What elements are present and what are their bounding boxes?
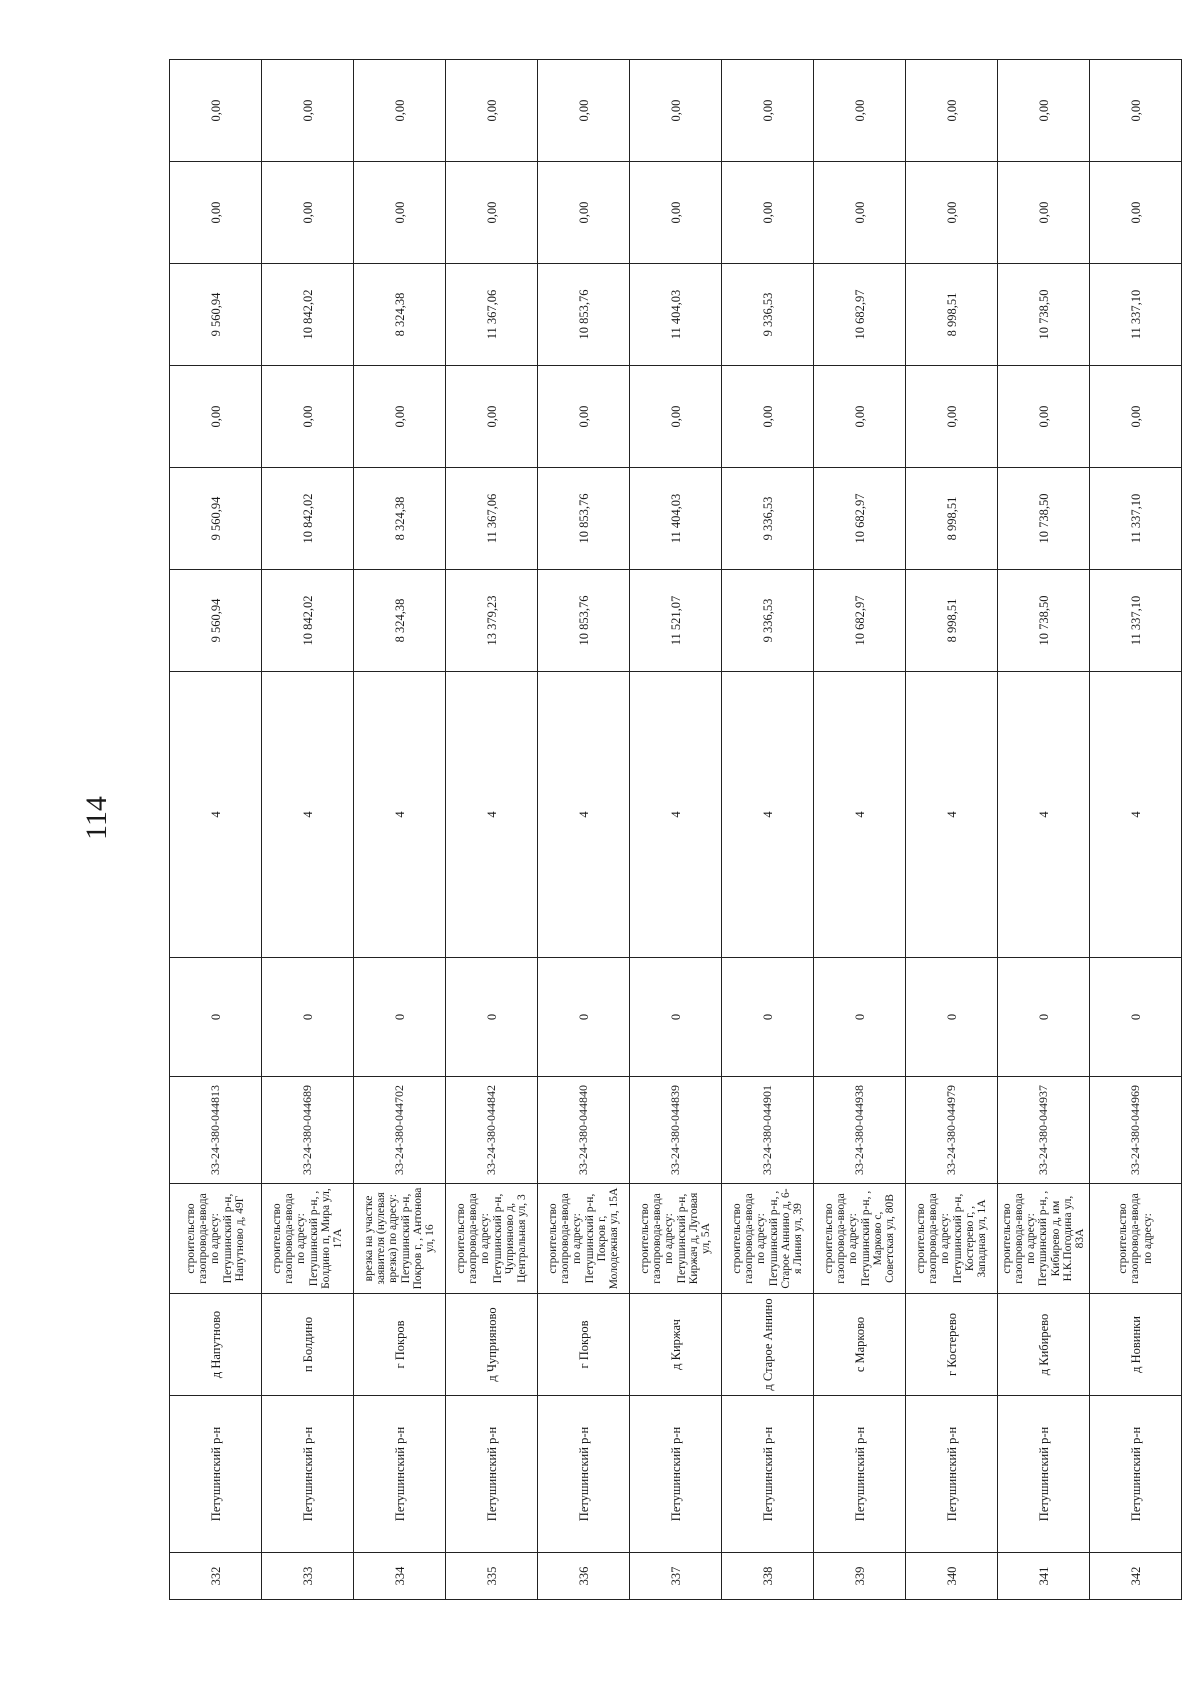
cadastral-number-cell: 33-24-380-044901 xyxy=(722,1077,814,1184)
row-number: 336 xyxy=(538,1553,630,1600)
amount-2-cell: 8 998,51 xyxy=(906,468,998,570)
zero-value-cell: 0 xyxy=(446,958,538,1077)
amount-1-cell: 10 842,02 xyxy=(262,570,354,672)
amount-6-cell: 0,00 xyxy=(630,60,722,162)
amount-6-cell: 0,00 xyxy=(446,60,538,162)
row-number: 332 xyxy=(170,1553,262,1600)
locality-cell: д Напутново xyxy=(170,1294,262,1396)
amount-3-cell: 0,00 xyxy=(814,366,906,468)
count-cell: 4 xyxy=(354,672,446,958)
count-cell: 4 xyxy=(998,672,1090,958)
table-row xyxy=(446,60,538,1600)
description-cell: врезка на участке заявителя (нулевая врезка) по адресу: Петушинский р-н, Покров г, , Антонова ул, 16 xyxy=(354,1184,446,1294)
zero-value-cell: 0 xyxy=(1090,958,1182,1077)
district-cell: Петушинский р-н xyxy=(630,1396,722,1553)
cadastral-number-cell: 33-24-380-044979 xyxy=(906,1077,998,1184)
description-cell: строительство газопровода-ввода по адресу: Петушинский р-н, , Марково с, Советская ул, 80В xyxy=(814,1184,906,1294)
row-number: 333 xyxy=(262,1553,354,1600)
amount-1-cell: 10 853,76 xyxy=(538,570,630,672)
table-row xyxy=(906,60,998,1600)
table-row xyxy=(354,60,446,1600)
amount-1-cell: 9 336,53 xyxy=(722,570,814,672)
table-row xyxy=(262,60,354,1600)
amount-4-cell: 10 842,02 xyxy=(262,264,354,366)
district-cell: Петушинский р-н xyxy=(262,1396,354,1553)
page-number: 114 xyxy=(80,796,113,840)
district-cell: Петушинский р-н xyxy=(1090,1396,1182,1553)
amount-6-cell: 0,00 xyxy=(170,60,262,162)
amount-2-cell: 10 738,50 xyxy=(998,468,1090,570)
description-cell: строительство газопровода-ввода по адресу: Петушинский р-н, , Старое Аннино д, 6-я Линия ул, 39 xyxy=(722,1184,814,1294)
locality-cell: д Киржач xyxy=(630,1294,722,1396)
count-cell: 4 xyxy=(1090,672,1182,958)
amount-2-cell: 8 324,38 xyxy=(354,468,446,570)
cadastral-number-cell: 33-24-380-044969 xyxy=(1090,1077,1182,1184)
table-body xyxy=(170,60,1182,1600)
cadastral-number-cell: 33-24-380-044702 xyxy=(354,1077,446,1184)
district-cell: Петушинский р-н xyxy=(538,1396,630,1553)
locality-cell: д Чуприяново xyxy=(446,1294,538,1396)
district-cell: Петушинский р-н xyxy=(354,1396,446,1553)
count-cell: 4 xyxy=(446,672,538,958)
description-cell: строительство газопровода-ввода по адресу: Петушинский р-н, , Болдино п, Мира ул, 17А xyxy=(262,1184,354,1294)
amount-5-cell: 0,00 xyxy=(446,162,538,264)
amount-5-cell: 0,00 xyxy=(722,162,814,264)
description-cell: строительство газопровода-ввода по адресу: Петушинский р-н, Напутново д, 49Г xyxy=(170,1184,262,1294)
zero-value-cell: 0 xyxy=(998,958,1090,1077)
amount-4-cell: 11 337,10 xyxy=(1090,264,1182,366)
amount-5-cell: 0,00 xyxy=(630,162,722,264)
row-number: 337 xyxy=(630,1553,722,1600)
row-number: 339 xyxy=(814,1553,906,1600)
amount-2-cell: 10 682,97 xyxy=(814,468,906,570)
amount-4-cell: 8 998,51 xyxy=(906,264,998,366)
district-cell: Петушинский р-н xyxy=(998,1396,1090,1553)
locality-cell: с Марково xyxy=(814,1294,906,1396)
table-row xyxy=(630,60,722,1600)
amount-5-cell: 0,00 xyxy=(354,162,446,264)
cadastral-number-cell: 33-24-380-044937 xyxy=(998,1077,1090,1184)
amount-5-cell: 0,00 xyxy=(262,162,354,264)
amount-3-cell: 0,00 xyxy=(538,366,630,468)
amount-6-cell: 0,00 xyxy=(998,60,1090,162)
amount-5-cell: 0,00 xyxy=(814,162,906,264)
rotated-table-container xyxy=(169,85,1181,1600)
amount-6-cell: 0,00 xyxy=(722,60,814,162)
district-cell: Петушинский р-н xyxy=(170,1396,262,1553)
cadastral-number-cell: 33-24-380-044689 xyxy=(262,1077,354,1184)
locality-cell: г Покров xyxy=(538,1294,630,1396)
amount-2-cell: 9 560,94 xyxy=(170,468,262,570)
amount-5-cell: 0,00 xyxy=(1090,162,1182,264)
zero-value-cell: 0 xyxy=(354,958,446,1077)
cadastral-number-cell: 33-24-380-044839 xyxy=(630,1077,722,1184)
zero-value-cell: 0 xyxy=(814,958,906,1077)
amount-6-cell: 0,00 xyxy=(354,60,446,162)
amount-4-cell: 11 367,06 xyxy=(446,264,538,366)
amount-5-cell: 0,00 xyxy=(170,162,262,264)
cadastral-number-cell: 33-24-380-044840 xyxy=(538,1077,630,1184)
amount-3-cell: 0,00 xyxy=(354,366,446,468)
locality-cell: п Болдино xyxy=(262,1294,354,1396)
amount-2-cell: 10 853,76 xyxy=(538,468,630,570)
amount-5-cell: 0,00 xyxy=(538,162,630,264)
amount-2-cell: 10 842,02 xyxy=(262,468,354,570)
amount-1-cell: 9 560,94 xyxy=(170,570,262,672)
description-cell: строительство газопровода-ввода по адресу: Петушинский р-н, Покров г, Молодежная ул, 15А xyxy=(538,1184,630,1294)
amount-2-cell: 11 337,10 xyxy=(1090,468,1182,570)
cadastral-number-cell: 33-24-380-044842 xyxy=(446,1077,538,1184)
zero-value-cell: 0 xyxy=(722,958,814,1077)
locality-cell: д Кибирево xyxy=(998,1294,1090,1396)
table-row xyxy=(998,60,1090,1600)
amount-3-cell: 0,00 xyxy=(906,366,998,468)
amount-6-cell: 0,00 xyxy=(1090,60,1182,162)
amount-4-cell: 10 682,97 xyxy=(814,264,906,366)
amount-4-cell: 9 336,53 xyxy=(722,264,814,366)
count-cell: 4 xyxy=(906,672,998,958)
row-number: 334 xyxy=(354,1553,446,1600)
amount-1-cell: 8 324,38 xyxy=(354,570,446,672)
zero-value-cell: 0 xyxy=(170,958,262,1077)
amount-6-cell: 0,00 xyxy=(262,60,354,162)
amount-2-cell: 9 336,53 xyxy=(722,468,814,570)
count-cell: 4 xyxy=(722,672,814,958)
amount-4-cell: 10 853,76 xyxy=(538,264,630,366)
row-number: 341 xyxy=(998,1553,1090,1600)
description-cell: строительство газопровода-ввода по адресу: Петушинский р-н, Чуприяново д, Центральная ул, 3 xyxy=(446,1184,538,1294)
table-row xyxy=(814,60,906,1600)
amount-5-cell: 0,00 xyxy=(998,162,1090,264)
amount-2-cell: 11 404,03 xyxy=(630,468,722,570)
cadastral-number-cell: 33-24-380-044813 xyxy=(170,1077,262,1184)
district-cell: Петушинский р-н xyxy=(906,1396,998,1553)
description-cell: строительство газопровода-ввода по адресу: Петушинский р-н, , Кибирево д, им Н.К.Погодина ул, 83А xyxy=(998,1184,1090,1294)
amount-3-cell: 0,00 xyxy=(446,366,538,468)
zero-value-cell: 0 xyxy=(262,958,354,1077)
locality-cell: г Покров xyxy=(354,1294,446,1396)
zero-value-cell: 0 xyxy=(630,958,722,1077)
amount-4-cell: 10 738,50 xyxy=(998,264,1090,366)
count-cell: 4 xyxy=(170,672,262,958)
locality-cell: д Старое Аннино xyxy=(722,1294,814,1396)
amount-6-cell: 0,00 xyxy=(906,60,998,162)
amount-6-cell: 0,00 xyxy=(814,60,906,162)
amount-1-cell: 10 738,50 xyxy=(998,570,1090,672)
amount-4-cell: 8 324,38 xyxy=(354,264,446,366)
amount-5-cell: 0,00 xyxy=(906,162,998,264)
amount-1-cell: 8 998,51 xyxy=(906,570,998,672)
amount-3-cell: 0,00 xyxy=(262,366,354,468)
table-row xyxy=(722,60,814,1600)
district-cell: Петушинский р-н xyxy=(814,1396,906,1553)
count-cell: 4 xyxy=(262,672,354,958)
amount-1-cell: 11 521,07 xyxy=(630,570,722,672)
district-cell: Петушинский р-н xyxy=(722,1396,814,1553)
amount-1-cell: 11 337,10 xyxy=(1090,570,1182,672)
amount-1-cell: 13 379,23 xyxy=(446,570,538,672)
amount-3-cell: 0,00 xyxy=(722,366,814,468)
locality-cell: д Новинки xyxy=(1090,1294,1182,1396)
count-cell: 4 xyxy=(814,672,906,958)
amount-3-cell: 0,00 xyxy=(170,366,262,468)
amount-4-cell: 11 404,03 xyxy=(630,264,722,366)
table-row xyxy=(538,60,630,1600)
row-number: 340 xyxy=(906,1553,998,1600)
district-cell: Петушинский р-н xyxy=(446,1396,538,1553)
locality-cell: г Костерево xyxy=(906,1294,998,1396)
zero-value-cell: 0 xyxy=(906,958,998,1077)
zero-value-cell: 0 xyxy=(538,958,630,1077)
amount-4-cell: 9 560,94 xyxy=(170,264,262,366)
amount-2-cell: 11 367,06 xyxy=(446,468,538,570)
amount-6-cell: 0,00 xyxy=(538,60,630,162)
row-number: 335 xyxy=(446,1553,538,1600)
row-number: 342 xyxy=(1090,1553,1182,1600)
description-cell: строительство газопровода-ввода по адресу: Петушинский р-н, Костерево г, , Западная ул, 1А xyxy=(906,1184,998,1294)
cadastral-number-cell: 33-24-380-044938 xyxy=(814,1077,906,1184)
row-number: 338 xyxy=(722,1553,814,1600)
count-cell: 4 xyxy=(538,672,630,958)
amount-1-cell: 10 682,97 xyxy=(814,570,906,672)
description-cell: строительство газопровода-ввода по адресу: Петушинский р-н, Киржач д, Луговая ул, 5А xyxy=(630,1184,722,1294)
count-cell: 4 xyxy=(630,672,722,958)
amount-3-cell: 0,00 xyxy=(998,366,1090,468)
amount-3-cell: 0,00 xyxy=(1090,366,1182,468)
table-row xyxy=(1090,60,1182,1600)
data-table xyxy=(169,59,1182,1600)
table-row xyxy=(170,60,262,1600)
description-cell: строительство газопровода-ввода по адресу: xyxy=(1090,1184,1182,1294)
amount-3-cell: 0,00 xyxy=(630,366,722,468)
